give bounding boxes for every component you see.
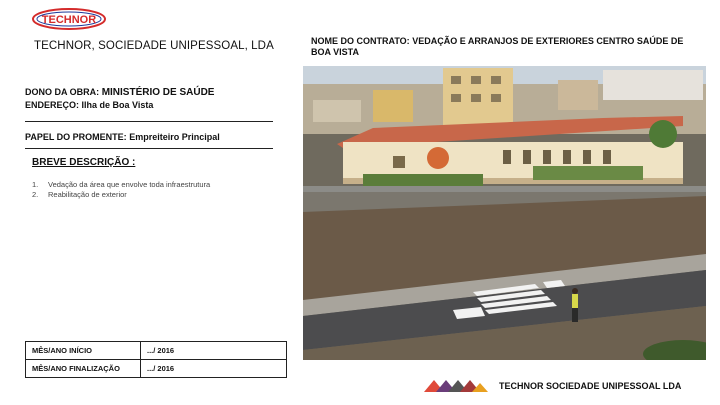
footer-company: TECHNOR SOCIEDADE UNIPESSOAL LDA [499,381,682,391]
owner-value: MINISTÉRIO DE SAÚDE [101,87,215,98]
role-value: Empreiteiro Principal [129,132,220,142]
site-photo [303,66,706,360]
contract-title [311,36,691,58]
list-item: 1. Vedação da área que envolve toda infraestrutura [32,180,211,189]
start-date-label: MÊS/ANO INÍCIO [26,342,141,360]
table-row [26,360,287,378]
footer-logo [424,378,492,392]
list-item: 2. Reabilitação de exterior [32,190,127,199]
company-title: TECHNOR, SOCIEDADE UNIPESSOAL, LDA [34,40,274,52]
logo-text: TECHNOR [41,14,97,26]
address-value: Ilha de Boa Vista [81,100,154,110]
contract-value: VEDAÇÃO E ARRANJOS DE EXTERIORES CENTRO SAÚDE DE BOA VISTA [311,36,684,57]
table-row [26,342,287,360]
dates-table [25,341,287,378]
owner-block [25,86,214,111]
divider [25,148,273,149]
end-date-label: MÊS/ANO FINALIZAÇÃO [26,360,141,378]
technor-logo [32,8,106,30]
end-date-value: .../ 2016 [141,360,287,378]
description-list [32,180,210,200]
contract-label: NOME DO CONTRATO: [311,36,410,46]
owner-label: DONO DA OBRA: [25,87,100,97]
role-label: PAPEL DO PROMENTE: [25,132,127,142]
address-label: ENDEREÇO: [25,100,80,110]
description-title: BREVE DESCRIÇÃO : [32,157,136,168]
divider [25,121,273,122]
role-line [25,132,220,142]
start-date-value: .../ 2016 [141,342,287,360]
